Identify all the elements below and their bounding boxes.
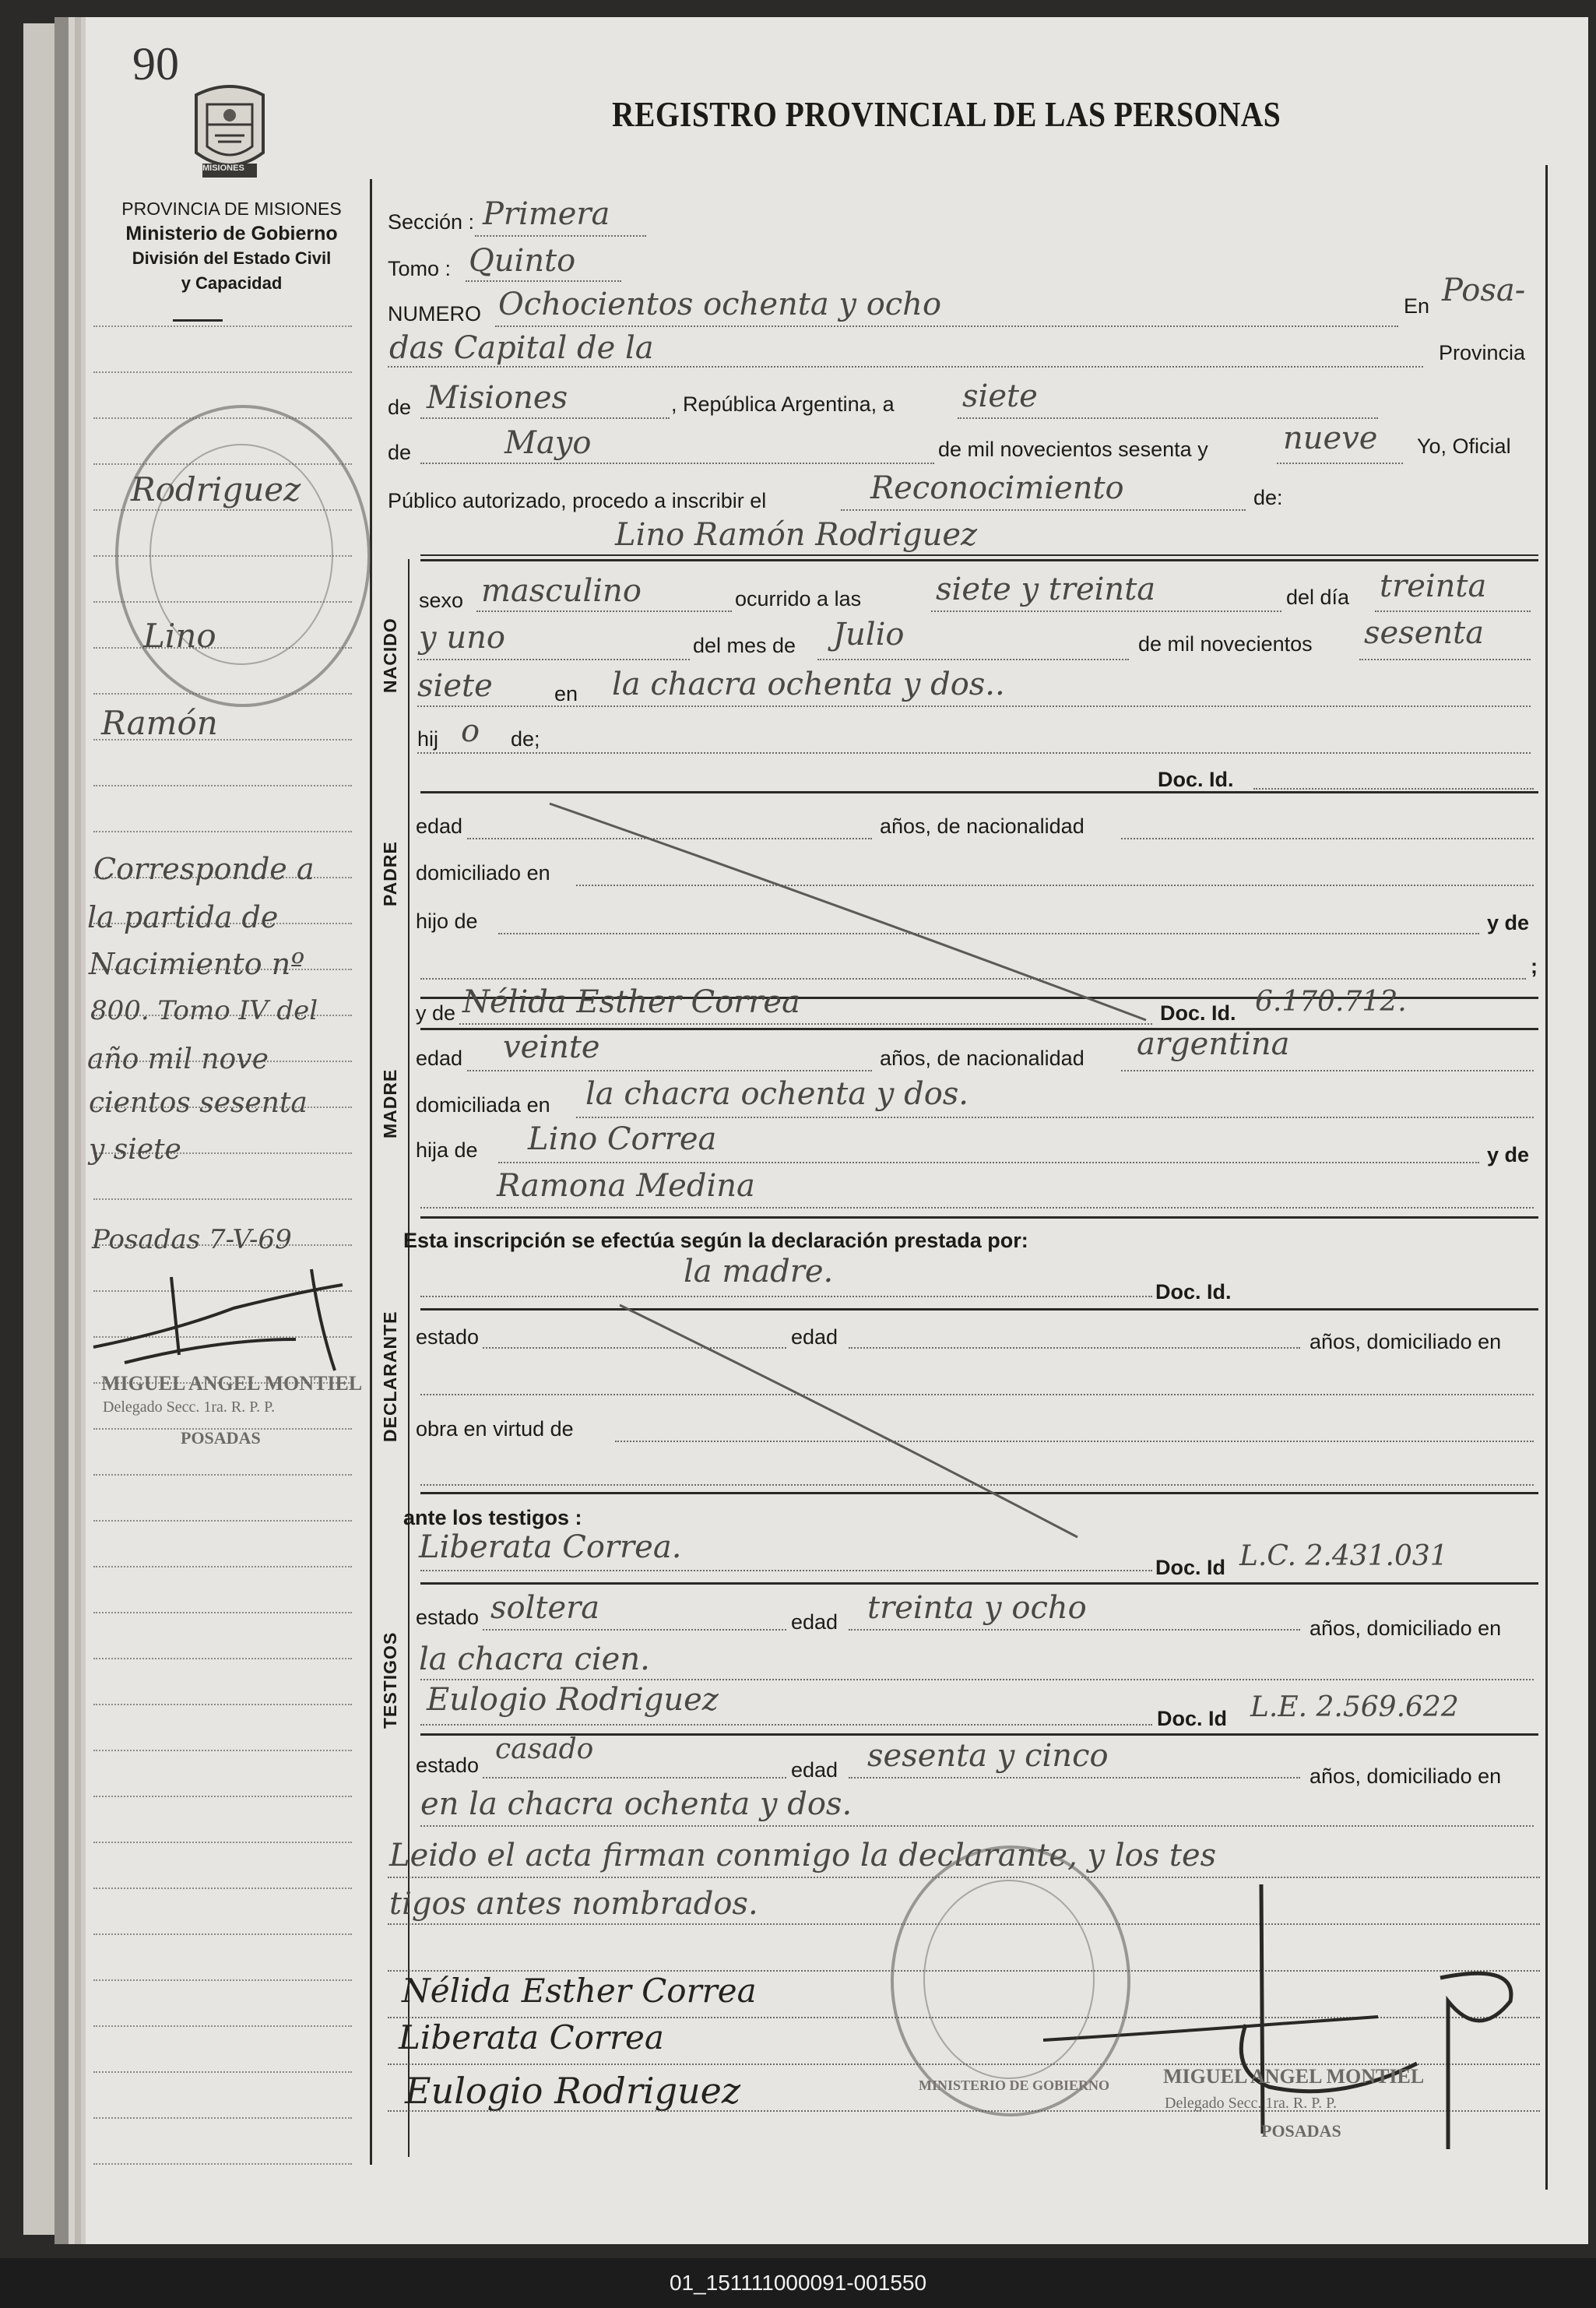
label-doc-id-testigo2: Doc. Id — [1157, 1707, 1228, 1730]
label-del-dia: del día — [1286, 586, 1350, 609]
value-testigo1-doc: L.C. 2.431.031 — [1239, 1540, 1448, 1572]
margin-ruled-line — [93, 831, 352, 832]
label-provincia: Provincia — [1439, 341, 1526, 364]
dots — [931, 610, 1281, 612]
label-anos-dom-testigo2: años, domiciliado en — [1309, 1764, 1502, 1788]
label-yo-oficial: Yo, Oficial — [1417, 435, 1511, 458]
margin-ruled-line — [93, 371, 352, 373]
value-hijo: o — [461, 713, 480, 749]
margin-ruled-line — [93, 2117, 352, 2119]
margin-ruled-line — [93, 2025, 352, 2027]
dots — [1359, 659, 1531, 660]
label-mil-nov: de mil novecientos — [1138, 632, 1313, 656]
dots — [420, 1207, 1534, 1209]
dots — [1121, 1070, 1534, 1071]
label-tomo: Tomo : — [388, 257, 452, 280]
value-numero: Ochocientos ochenta y ocho — [498, 287, 942, 322]
label-edad-padre: edad — [416, 814, 463, 838]
margin-ruled-line — [93, 1796, 352, 1797]
value-testigo2: Eulogio Rodriguez — [427, 1682, 719, 1718]
dots — [467, 1070, 872, 1071]
value-declarante: la madre. — [684, 1254, 834, 1289]
rule-nombre — [420, 554, 1538, 556]
dots — [420, 1570, 1152, 1571]
margin-note-4: 800. Tomo IV del — [90, 995, 318, 1026]
label-domiciliado-padre: domiciliado en — [416, 861, 550, 885]
dots — [417, 752, 1531, 754]
dots — [420, 463, 934, 464]
dots — [417, 705, 1531, 707]
margin-stamp-name: MIGUEL ANGEL MONTIEL — [101, 1372, 363, 1395]
dots — [417, 659, 690, 660]
dots — [1277, 463, 1403, 464]
dots — [459, 1023, 1152, 1025]
org-line-province: PROVINCIA DE MISIONES — [121, 199, 342, 219]
label-de-colon: de: — [1253, 486, 1283, 509]
value-testigo2-edad: sesenta y cinco — [867, 1738, 1109, 1774]
org-header — [86, 196, 378, 296]
dots — [420, 1296, 1152, 1297]
round-seal-margin-icon — [115, 405, 371, 707]
page-title: REGISTRO PROVINCIAL DE LAS PERSONAS — [612, 94, 1281, 134]
label-numero: NUMERO — [388, 302, 481, 325]
value-nombre-inscripto: Lino Ramón Rodriguez — [615, 517, 978, 553]
org-line-division: División del Estado Civil — [132, 248, 332, 268]
margin-ruled-line — [93, 2163, 352, 2165]
margin-note-3: Nacimiento nº — [89, 947, 305, 981]
dots — [483, 1777, 786, 1778]
margin-ruled-line — [93, 785, 352, 786]
margin-ruled-line — [93, 1888, 352, 1889]
label-doc-id-madre: Doc. Id. — [1160, 1001, 1236, 1025]
value-testigo2-dom: en la chacra ochenta y dos. — [420, 1786, 852, 1822]
label-y-de-madre: y de — [416, 1001, 456, 1025]
margin-ruled-line — [93, 1566, 352, 1567]
margin-stamp-title: Delegado Secc. 1ra. R. P. P. — [103, 1399, 276, 1416]
round-seal-bottom-text: MINISTERIO DE GOBIERNO — [919, 2078, 1110, 2093]
label-doc-id-testigo1: Doc. Id — [1155, 1556, 1226, 1579]
label-estado-declarante: estado — [416, 1325, 480, 1349]
value-madre-nac: argentina — [1137, 1026, 1290, 1062]
value-dia-nac: treinta — [1380, 568, 1487, 604]
org-line-ministry: Ministerio de Gobierno — [125, 223, 338, 245]
value-en: Posa- — [1442, 273, 1526, 308]
value-mes-nac: Julio — [833, 617, 905, 653]
margin-ruled-line — [93, 1750, 352, 1751]
label-en: En — [1404, 294, 1430, 318]
signature-testigo1: Liberata Correa — [399, 2018, 664, 2056]
dots — [849, 1777, 1300, 1778]
margin-ruled-line — [93, 325, 352, 327]
org-line-capacity: y Capacidad — [181, 273, 283, 293]
bottom-stamp-name: MIGUEL ANGEL MONTIEL — [1163, 2065, 1425, 2088]
label-obra: obra en virtud de — [416, 1417, 574, 1441]
margin-ruled-line — [93, 1842, 352, 1843]
side-label-declarante: DECLARANTE — [380, 1311, 400, 1442]
label-publico: Público autorizado, procedo a inscribir el — [388, 489, 767, 512]
dots — [475, 235, 646, 237]
value-lugar: la chacra ochenta y dos.. — [612, 667, 1005, 702]
label-y-de-madre-2: y de — [1487, 1143, 1530, 1166]
margin-stamp-city: POSADAS — [181, 1428, 261, 1448]
label-hija-de: hija de — [416, 1138, 478, 1162]
margin-ruled-line — [93, 2071, 352, 2073]
dots — [841, 509, 1246, 511]
margin-apellido: Rodriguez — [131, 470, 301, 508]
label-edad-madre: edad — [416, 1047, 463, 1070]
label-anos-dom-declarante: años, domiciliado en — [1309, 1330, 1502, 1353]
side-label-nacido: NACIDO — [380, 617, 400, 693]
dots — [817, 659, 1129, 660]
label-de-mes: de — [388, 441, 412, 464]
label-estado-testigo1: estado — [416, 1606, 480, 1629]
value-dia-nac-2: y uno — [419, 620, 505, 656]
image-id-footer: 01_151111000091-001550 — [0, 2258, 1596, 2308]
round-seal-bottom-icon — [891, 1845, 1130, 2116]
dots — [576, 1117, 1534, 1118]
margin-ruled-line — [93, 1474, 352, 1476]
dots — [466, 280, 621, 282]
margin-note-7: y siete — [89, 1134, 181, 1166]
dots — [495, 325, 1398, 327]
value-testigo1-dom: la chacra cien. — [419, 1641, 650, 1677]
label-ante-testigos: ante los testigos : — [403, 1506, 582, 1529]
dots — [388, 366, 1423, 368]
margin-ruled-line — [93, 1704, 352, 1705]
value-en-continued: das Capital de la — [389, 330, 654, 366]
label-edad-declarante: edad — [791, 1325, 838, 1349]
margin-ruled-line — [93, 1612, 352, 1613]
bottom-stamp-city: POSADAS — [1261, 2121, 1341, 2141]
label-domiciliada-madre: domiciliada en — [416, 1093, 550, 1117]
book-binding — [23, 23, 86, 2235]
dots — [1121, 838, 1534, 839]
value-acto: Reconocimiento — [870, 470, 1124, 506]
value-tomo: Quinto — [469, 243, 576, 279]
margin-ruled-line — [93, 1520, 352, 1522]
label-edad-testigo1: edad — [791, 1610, 838, 1634]
value-testigo1-edad: treinta y ocho — [867, 1590, 1087, 1626]
label-semicolon: ; — [1531, 955, 1538, 978]
frame-right-line — [1545, 165, 1548, 2190]
label-anos-nac-madre: años, de nacionalidad — [880, 1047, 1085, 1070]
rule-nacido-end — [420, 791, 1538, 793]
signature-testigo2: Eulogio Rodriguez — [405, 2070, 741, 2112]
side-label-padre: PADRE — [380, 841, 400, 906]
label-estado-testigo2: estado — [416, 1754, 480, 1777]
margin-ruled-line — [93, 1198, 352, 1200]
label-doc-id-declarante: Doc. Id. — [1155, 1280, 1232, 1304]
dots — [1375, 610, 1531, 612]
frame-left-line — [370, 179, 372, 2165]
side-label-testigos: TESTIGOS — [380, 1631, 400, 1729]
closing-line-1: Leido el acta firman conmigo la declarante, y los tes — [389, 1838, 1217, 1873]
strike-line-declarante — [615, 1300, 1082, 1542]
label-republica: , República Argentina, a — [671, 392, 895, 416]
dots — [1253, 788, 1534, 790]
crest-label: MISIONES — [202, 164, 244, 173]
label-en-lugar: en — [554, 682, 578, 705]
margin-note-5: año mil nove — [87, 1043, 269, 1075]
value-madre-padre: Lino Correa — [528, 1121, 717, 1157]
closing-line-2: tigos antes nombrados. — [389, 1886, 758, 1922]
dots — [420, 1825, 1534, 1827]
margin-ruled-line — [93, 1658, 352, 1659]
value-testigo2-doc: L.E. 2.569.622 — [1250, 1691, 1459, 1723]
value-madre-dom: la chacra ochenta y dos. — [585, 1076, 969, 1112]
label-hij: hij — [417, 727, 439, 751]
value-madre-madre: Ramona Medina — [497, 1168, 755, 1204]
label-mil-sesenta: de mil novecientos sesenta y — [938, 438, 1208, 461]
margin-nombre-2: Ramón — [101, 704, 218, 742]
label-y-de-padre: y de — [1487, 911, 1530, 934]
value-anio-nac: sesenta — [1364, 615, 1485, 651]
bottom-stamp-title: Delegado Secc. 1ra. R. P. P. — [1165, 2095, 1338, 2112]
value-mes: Mayo — [504, 425, 592, 461]
signature-madre: Nélida Esther Correa — [402, 1972, 757, 2010]
label-anos-nac-padre: años, de nacionalidad — [880, 814, 1085, 838]
rule-testigo1 — [420, 1582, 1538, 1585]
dots — [849, 1629, 1300, 1631]
value-provincia: Misiones — [427, 380, 568, 416]
dots — [958, 417, 1378, 419]
rule-madre-end — [420, 1216, 1538, 1219]
margin-fecha: Posadas 7-V-69 — [92, 1224, 292, 1255]
value-testigo2-estado: casado — [495, 1733, 594, 1765]
label-del-mes: del mes de — [693, 634, 796, 657]
page-number: 90 — [132, 38, 179, 90]
label-anos-dom-testigo1: años, domiciliado en — [1309, 1617, 1502, 1640]
dots — [420, 1724, 1152, 1726]
label-doc-id-nacido: Doc. Id. — [1158, 768, 1234, 791]
label-de-semi: de; — [511, 727, 540, 751]
value-sexo: masculino — [481, 573, 642, 609]
label-sexo: sexo — [419, 589, 464, 612]
value-seccion: Primera — [483, 196, 610, 232]
dots — [483, 1629, 786, 1631]
value-testigo1: Liberata Correa. — [419, 1529, 682, 1565]
value-madre-nombre: Nélida Esther Correa — [462, 984, 800, 1020]
value-madre-doc: 6.170.712. — [1255, 986, 1407, 1018]
side-label-madre: MADRE — [380, 1068, 400, 1138]
label-edad-testigo2: edad — [791, 1758, 838, 1782]
label-de: de — [388, 396, 412, 419]
label-ocurrido: ocurrido a las — [735, 587, 862, 610]
dots — [476, 610, 732, 612]
dots — [420, 417, 670, 419]
value-madre-edad: veinte — [503, 1029, 600, 1065]
org-underline — [173, 319, 223, 322]
dots — [498, 1162, 1479, 1163]
rule-nombre-thick — [420, 559, 1538, 561]
value-dia: siete — [962, 378, 1038, 414]
margin-note-2: la partida de — [87, 900, 279, 934]
value-hora: siete y treinta — [936, 572, 1156, 607]
label-hijo-de-padre: hijo de — [416, 909, 478, 933]
margin-nombre-1: Lino — [143, 617, 216, 655]
label-seccion: Sección : — [388, 210, 475, 234]
margin-ruled-line — [93, 1933, 352, 1935]
value-testigo1-estado: soltera — [490, 1590, 600, 1626]
label-inscripcion: Esta inscripción se efectúa según la declaración prestada por: — [403, 1229, 1028, 1252]
dots — [420, 1679, 1534, 1680]
value-anio: nueve — [1283, 420, 1378, 456]
value-anio-nac-2: siete — [417, 668, 493, 704]
margin-ruled-line — [93, 1979, 352, 1981]
margin-note-1: Corresponde a — [93, 852, 315, 886]
margin-note-6: cientos sesenta — [89, 1087, 308, 1119]
